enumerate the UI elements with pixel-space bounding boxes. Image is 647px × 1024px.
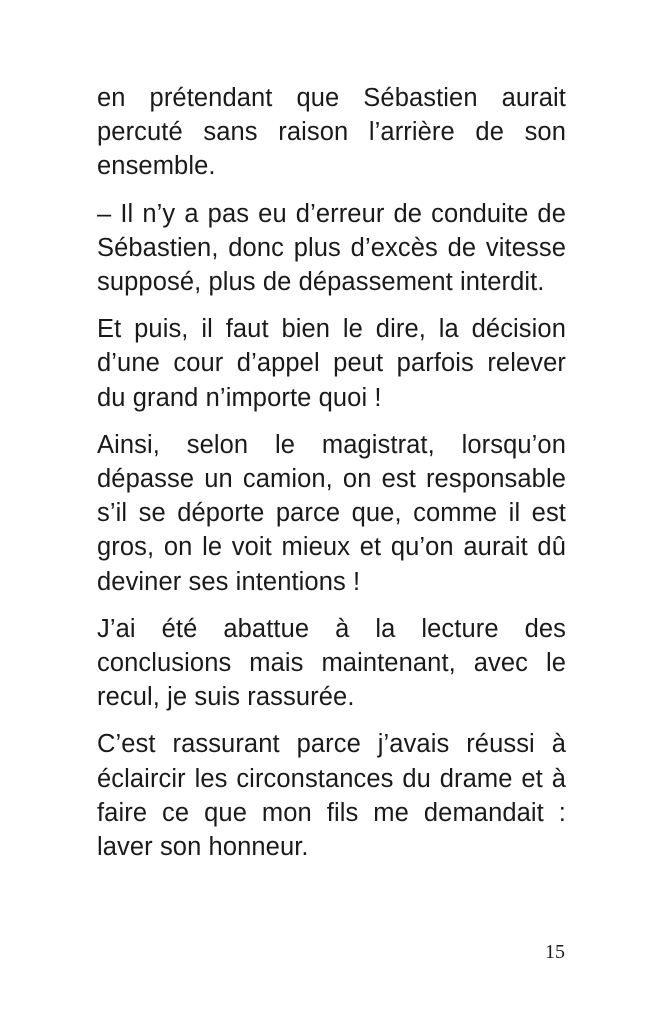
paragraph-1: en prétendant que Sébastien aurait percuté sans raison l’arrière de son ensemble. (97, 84, 566, 181)
paragraph-6: C’est rassurant parce j’avais réussi à éclaircir les circonstances du drame et à faire ce que mon fils me demandait : laver son honneur. (97, 730, 566, 862)
body-text (97, 81, 566, 877)
paragraph-4: Ainsi, selon le magistrat, lorsqu’on dépasse un camion, on est responsable s’il se déporte parce que, comme il est gros, on le voit mieux et qu’on aurait dû deviner ses intentions ! (97, 430, 566, 596)
page-number: 15 (545, 941, 565, 963)
paragraph-3: Et puis, il faut bien le dire, la décision d’une cour d’appel peut parfois relever du grand n’importe quoi ! (97, 315, 566, 412)
paragraph-2: – Il n’y a pas eu d’erreur de conduite de Sébastien, donc plus d’excès de vitesse supposé, plus de dépassement interdit. (97, 199, 566, 297)
paragraph-5: J’ai été abattue à la lecture des conclusions mais maintenant, avec le recul, je suis rassurée. (97, 614, 566, 712)
